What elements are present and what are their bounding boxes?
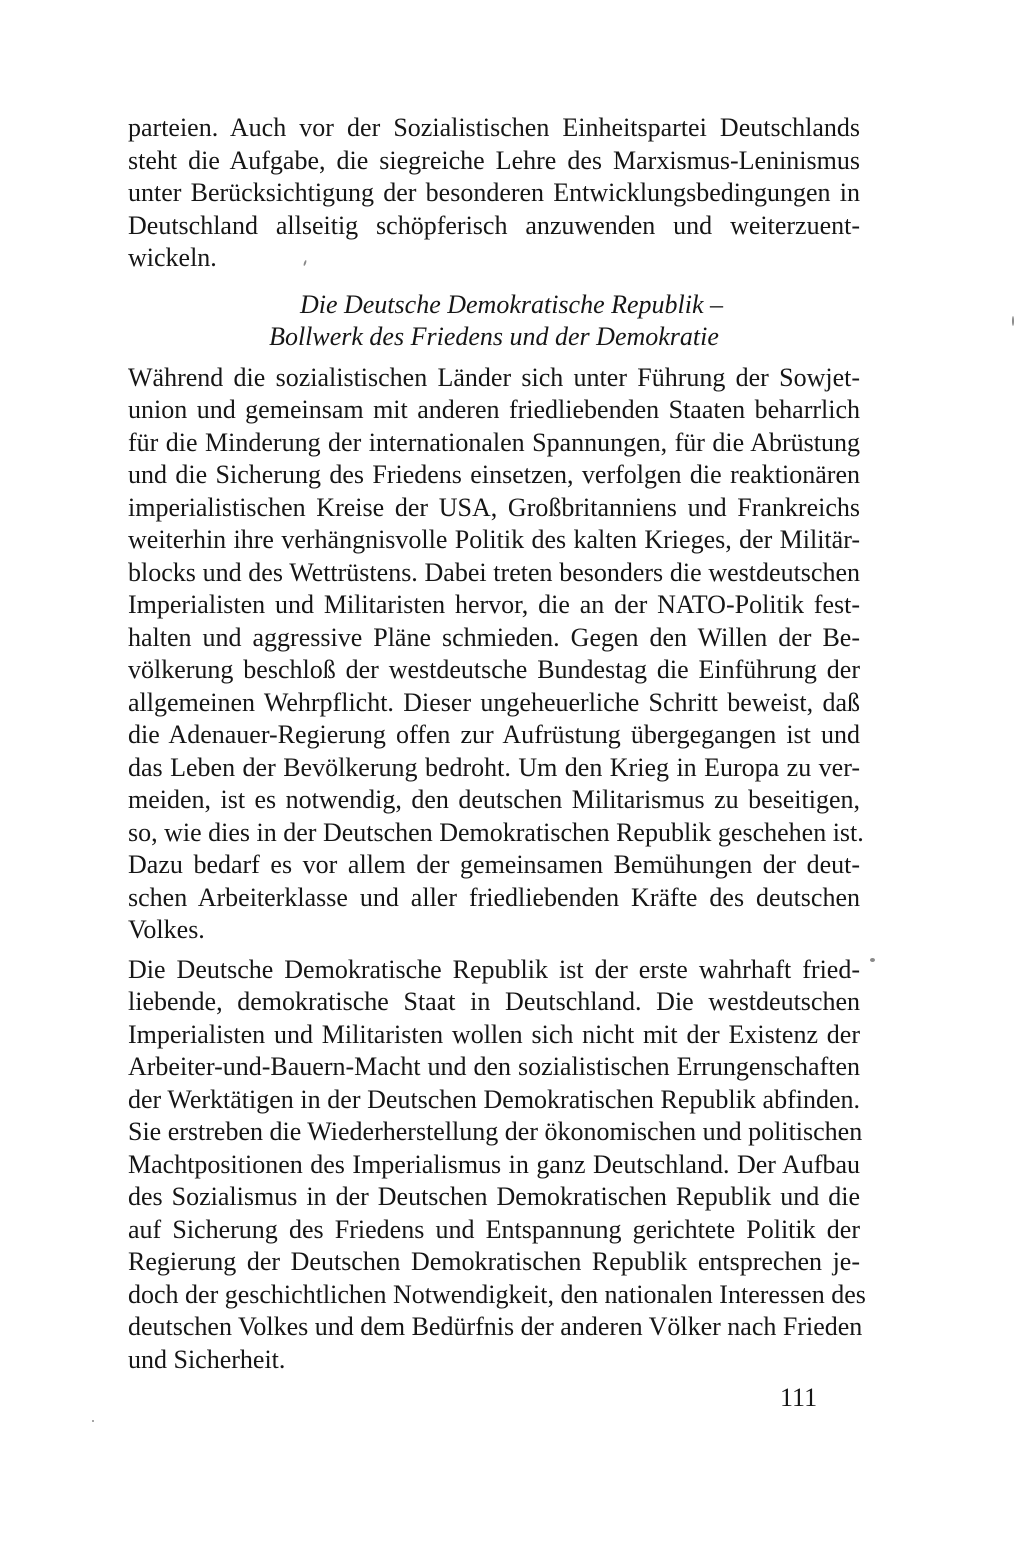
scan-speck bbox=[92, 1420, 94, 1422]
text-line: für die Minderung der internationalen Spannungen, für die Abrüstung bbox=[128, 427, 860, 457]
text-line: der Werktätigen in der Deutschen Demokratischen Republik abfinden. bbox=[128, 1084, 860, 1114]
text-line: die Adenauer-Regierung offen zur Aufrüstung übergegangen ist und bbox=[128, 720, 860, 749]
text-line: Regierung der Deutschen Demokratischen Republik entsprechen je- bbox=[128, 1247, 860, 1276]
text-line: das Leben der Bevölkerung bedroht. Um den Krieg in Europa zu ver- bbox=[128, 752, 860, 782]
text-line: schen Arbeiterklasse und aller friedliebenden Kräfte des deutschen bbox=[128, 882, 860, 912]
scan-speck bbox=[870, 958, 875, 962]
text-line: imperialistischen Kreise der USA, Großbritanniens und Frankreichs bbox=[128, 492, 860, 522]
page-number: 111 bbox=[780, 1383, 818, 1412]
heading-line-1: Die Deutsche Demokratische Republik – bbox=[299, 289, 724, 319]
text-line: Die Deutsche Demokratische Republik ist der erste wahrhaft fried- bbox=[128, 954, 860, 984]
text-line: wickeln. bbox=[128, 243, 217, 272]
text-line: unter Berücksichtigung der besonderen Entwicklungsbedingungen in bbox=[128, 178, 860, 207]
text-line: doch der geschichtlichen Notwendigkeit, den nationalen Interessen des bbox=[128, 1279, 866, 1309]
text-line: parteien. Auch vor der Sozialistischen Einheitspartei Deutschlands bbox=[128, 113, 860, 142]
text-line: allgemeinen Wehrpflicht. Dieser ungeheuerliche Schritt beweist, daß bbox=[128, 687, 860, 717]
book-page bbox=[128, 112, 866, 1376]
text-line: union und gemeinsam mit anderen friedliebenden Staaten beharrlich bbox=[128, 395, 860, 424]
text-line: des Sozialismus in der Deutschen Demokratischen Republik und die bbox=[128, 1182, 860, 1211]
text-line: und Sicherheit. bbox=[128, 1344, 286, 1374]
text-line: deutschen Volkes und dem Bedürfnis der anderen Völker nach Frieden bbox=[128, 1312, 863, 1341]
text-line: meiden, ist es notwendig, den deutschen Militarismus zu beseitigen, bbox=[128, 785, 860, 814]
paragraph-3 bbox=[128, 954, 866, 1377]
text-line: halten und aggressive Pläne schmieden. Gegen den Willen der Be- bbox=[128, 622, 860, 652]
text-line: auf Sicherung des Friedens und Entspannung gerichtete Politik der bbox=[128, 1214, 860, 1244]
opening-paragraph bbox=[128, 112, 860, 275]
text-line: Arbeiter-und-Bauern-Macht und den sozialistischen Errungenschaften bbox=[128, 1052, 860, 1081]
text-line: Machtpositionen des Imperialismus in ganz Deutschland. Der Aufbau bbox=[128, 1149, 860, 1179]
scan-speck bbox=[1012, 316, 1014, 326]
text-line: Imperialisten und Militaristen hervor, die an der NATO-Politik fest- bbox=[128, 590, 860, 619]
text-line: Imperialisten und Militaristen wollen sich nicht mit der Existenz der bbox=[128, 1019, 860, 1049]
text-line: Während die sozialistischen Länder sich unter Führung der Sowjet- bbox=[128, 362, 860, 392]
text-line: und die Sicherung des Friedens einsetzen, verfolgen die reaktionären bbox=[128, 460, 860, 489]
text-line: so, wie dies in der Deutschen Demokratischen Republik geschehen ist. bbox=[128, 817, 864, 847]
text-line: Volkes. bbox=[128, 915, 205, 944]
text-line: weiterhin ihre verhängnisvolle Politik des kalten Krieges, der Militär- bbox=[128, 525, 860, 554]
paragraph-2 bbox=[128, 362, 864, 947]
text-line: Sie erstreben die Wiederherstellung der ökonomischen und politischen bbox=[128, 1117, 863, 1146]
text-line: blocks und des Wettrüstens. Dabei treten besonders die westdeutschen bbox=[128, 557, 860, 587]
text-line: völkerung beschloß der westdeutsche Bundestag die Einführung der bbox=[128, 655, 860, 684]
text-line: Dazu bedarf es vor allem der gemeinsamen Bemühungen der deut- bbox=[128, 850, 860, 879]
section-heading bbox=[128, 289, 860, 354]
text-line: Deutschland allseitig schöpferisch anzuwenden und weiterzuent- bbox=[128, 210, 860, 240]
text-line: liebende, demokratische Staat in Deutschland. Die westdeutschen bbox=[128, 987, 860, 1016]
heading-line-2: Bollwerk des Friedens und der Demokratie bbox=[269, 322, 719, 351]
text-line: steht die Aufgabe, die siegreiche Lehre des Marxismus-Leninismus bbox=[128, 145, 860, 175]
